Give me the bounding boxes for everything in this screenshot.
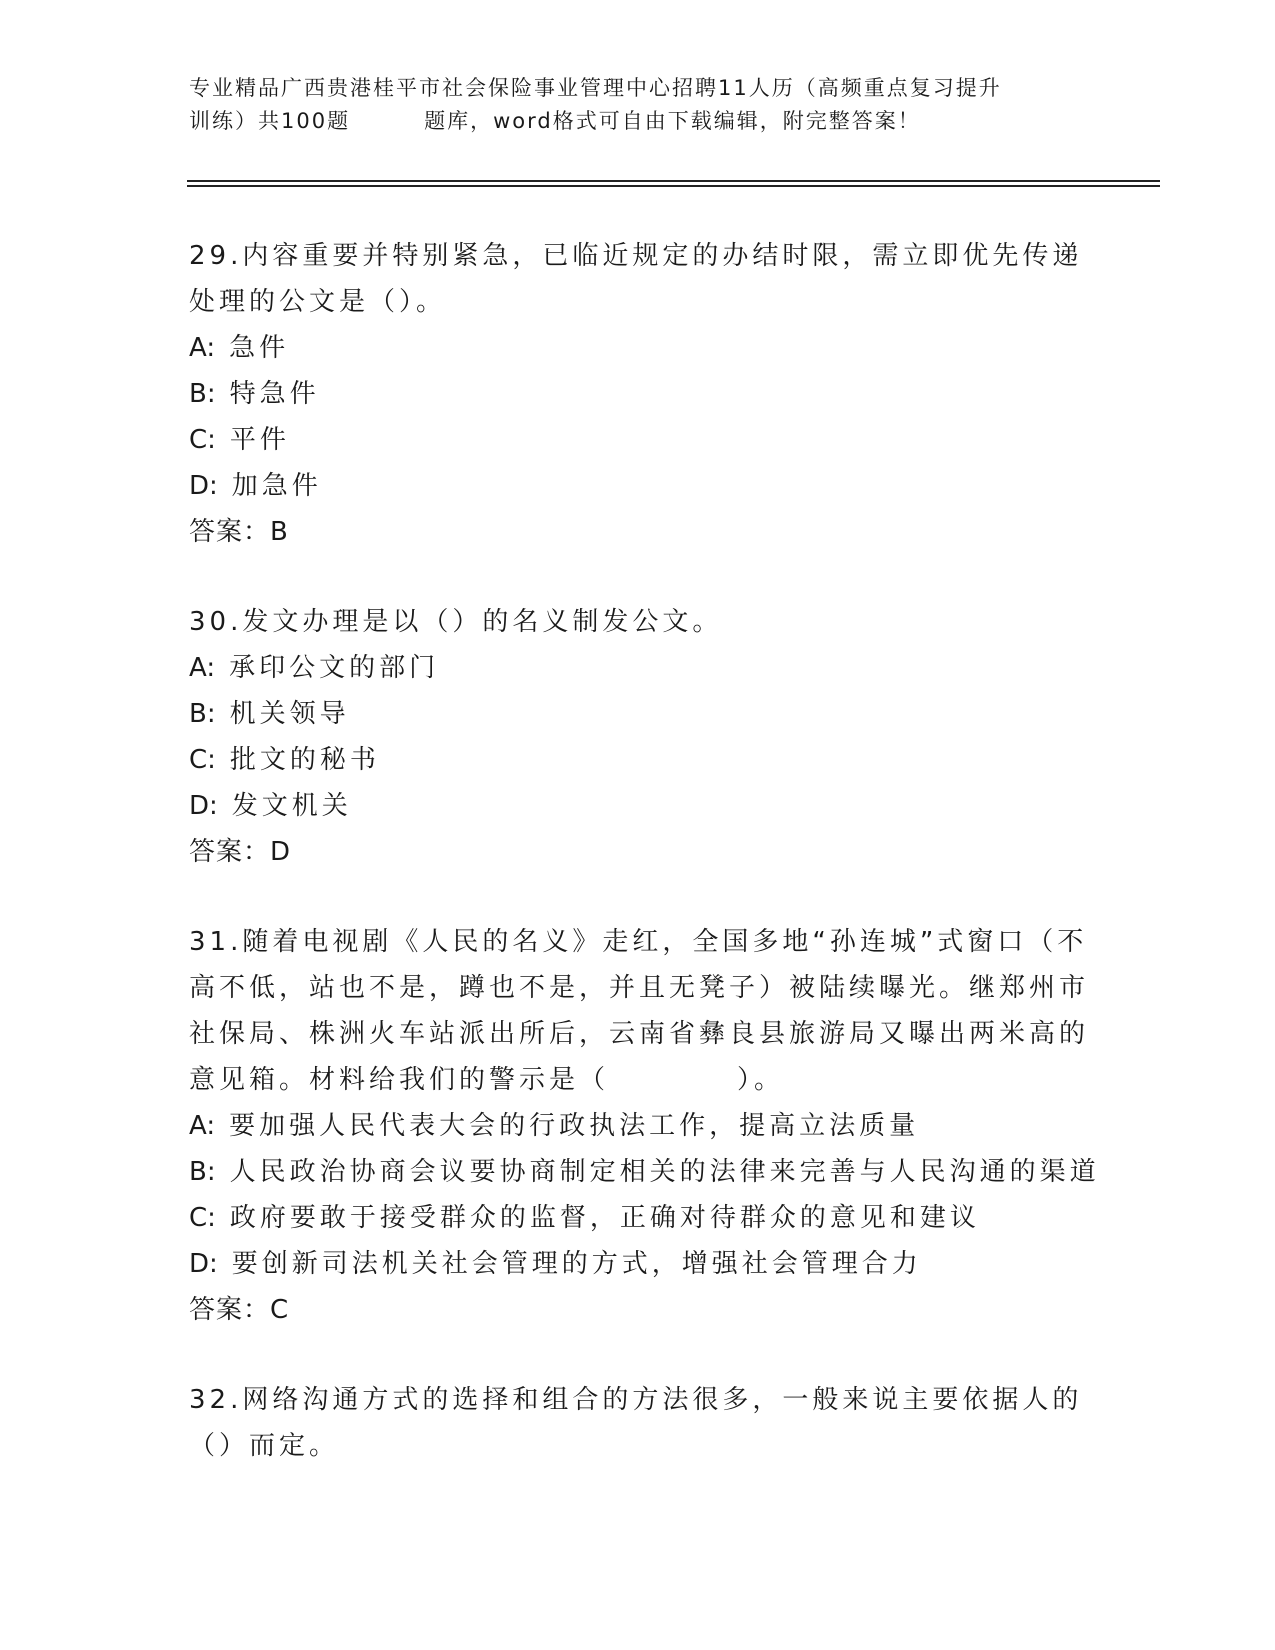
option-d — [189, 783, 1089, 829]
option-d — [189, 463, 1089, 509]
option-letter: D: — [189, 471, 218, 501]
question-body: 随着电视剧《人民的名义》走红，全国多地“孙连城”式窗口（不高不低，站也不是，蹲也不是，并且无凳子）被陆续曝光。继郑州市社保局、株洲火车站派出所后，云南省彝良县旅游局又曝出两米高的意见箱。材料给我们的警示是（ — [189, 927, 1090, 1095]
option-text: 要创新司法机关社会管理的方式，增强社会管理合力 — [231, 1249, 922, 1279]
option-letter: B: — [189, 1157, 216, 1187]
option-letter: B: — [189, 699, 216, 729]
question-body: 发文办理是以（）的名义制发公文。 — [242, 607, 723, 637]
header-line-2 — [189, 105, 1089, 138]
question-text — [189, 1377, 1089, 1469]
option-letter: A: — [189, 1111, 216, 1141]
option-letter: A: — [189, 333, 216, 363]
option-text: 加急件 — [231, 471, 322, 501]
question-29 — [189, 233, 1089, 555]
option-text: 发文机关 — [231, 791, 352, 821]
option-text: 特急件 — [229, 379, 320, 409]
question-number: 29. — [189, 241, 243, 271]
question-32 — [189, 1377, 1089, 1469]
header-line-2-part-2: 题库，word格式可自由下载编辑，附完整答案！ — [424, 109, 921, 133]
question-text — [189, 919, 1089, 1103]
option-b — [189, 371, 1089, 417]
question-number: 30. — [189, 607, 243, 637]
answer-line: 答案：C — [189, 1295, 290, 1325]
option-text: 承印公文的部门 — [229, 653, 440, 683]
option-b — [189, 1149, 1100, 1195]
option-letter: C: — [189, 425, 216, 455]
header-divider-top — [187, 180, 1160, 182]
option-text: 人民政治协商会议要协商制定相关的法律来完善与人民沟通的渠道 — [229, 1157, 1100, 1187]
option-c — [189, 737, 1089, 783]
question-31 — [189, 919, 1100, 1333]
answer-line: 答案：D — [189, 837, 292, 867]
option-d — [189, 1241, 1089, 1287]
question-30 — [189, 599, 1089, 875]
option-letter: D: — [189, 791, 218, 821]
answer-line: 答案：B — [189, 517, 289, 547]
question-body: 内容重要并特别紧急，已临近规定的办结时限，需立即优先传递处理的公文是（）。 — [189, 241, 1083, 317]
document-header — [189, 72, 1089, 138]
option-a — [189, 645, 1089, 691]
question-list — [189, 233, 1100, 1469]
option-text: 急件 — [229, 333, 290, 363]
question-text — [189, 233, 1089, 325]
option-text: 机关领导 — [229, 699, 350, 729]
option-text: 要加强人民代表大会的行政执法工作，提高立法质量 — [229, 1111, 920, 1141]
option-c — [189, 1195, 1089, 1241]
question-number: 32. — [189, 1385, 243, 1415]
option-b — [189, 691, 1089, 737]
option-c — [189, 417, 1089, 463]
question-number: 31. — [189, 927, 243, 957]
option-letter: C: — [189, 745, 216, 775]
option-text: 批文的秘书 — [229, 745, 380, 775]
question-body: 网络沟通方式的选择和组合的方法很多，一般来说主要依据人的（）而定。 — [189, 1385, 1083, 1461]
option-letter: B: — [189, 379, 216, 409]
option-letter: D: — [189, 1249, 218, 1279]
option-text: 政府要敢于接受群众的监督，正确对待群众的意见和建议 — [229, 1203, 980, 1233]
option-letter: C: — [189, 1203, 216, 1233]
option-a — [189, 1103, 1089, 1149]
header-line-1: 专业精品广西贵港桂平市社会保险事业管理中心招聘11人历（高频重点复习提升 — [189, 76, 1002, 100]
header-line-2-part-1: 训练）共100题 — [189, 109, 351, 133]
option-letter: A: — [189, 653, 216, 683]
question-body-end: ）。 — [737, 1065, 785, 1095]
header-divider-bottom — [187, 185, 1160, 187]
option-text: 平件 — [229, 425, 290, 455]
option-a — [189, 325, 1089, 371]
question-text — [189, 599, 1089, 645]
